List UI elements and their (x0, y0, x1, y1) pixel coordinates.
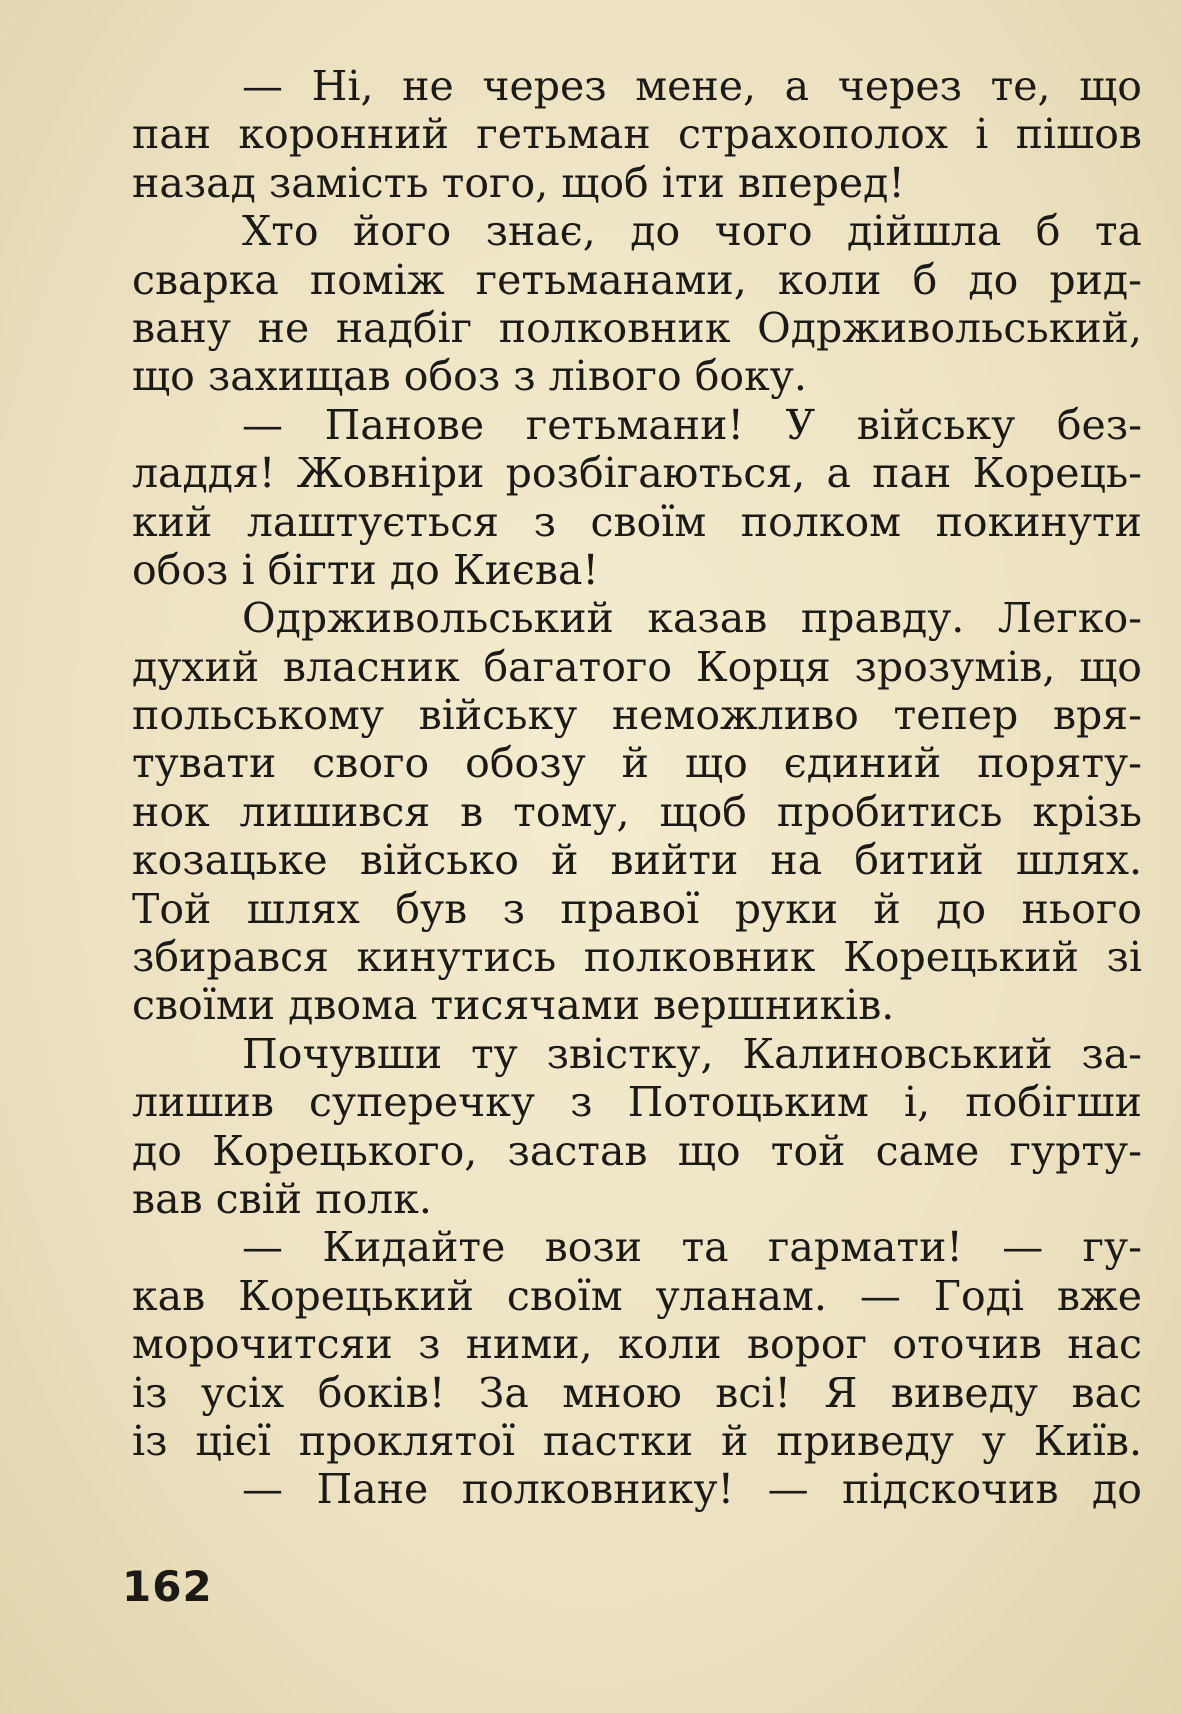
text-line: — Ні, не через мене, а через те, що (242, 62, 1142, 110)
text-line: Той шлях був з правої руки й до нього (132, 884, 1142, 933)
text-line: до Корецького, застав що той саме гурту- (132, 1126, 1142, 1175)
text-line: вав свій полк. (132, 1174, 432, 1223)
text-line: із цієї проклятої пастки й приведу у Київ. (132, 1416, 1142, 1465)
text-line: морочитсяи з ними, коли ворог оточив нас (132, 1320, 1142, 1369)
text-line: вану не надбіг полковник Одрживольський, (132, 303, 1142, 352)
text-line: збирався кинутись полковник Корецький зі (132, 933, 1142, 982)
text-line: духий власник багатого Корця зрозумів, що (132, 642, 1142, 691)
text-line: Почувши ту звістку, Калиновський за- (242, 1029, 1142, 1078)
text-line: своїми двома тисячами вершників. (132, 981, 895, 1030)
text-line: ладдя! Жовніри розбігаються, а пан Корець- (132, 449, 1142, 498)
page-number: 162 (122, 1562, 213, 1611)
text-line: польському війську неможливо тепер вря- (132, 691, 1142, 740)
text-line: сварка поміж гетьманами, коли б до рид- (132, 255, 1142, 304)
body-text (132, 62, 1142, 1514)
text-line: — Панове гетьмани! У війську без- (242, 400, 1142, 449)
text-line: — Пане полковнику! — підскочив до (242, 1465, 1142, 1514)
text-line: кий лаштується з своїм полком покинути (132, 497, 1142, 546)
text-line: Одрживольський казав правду. Легко- (242, 594, 1142, 643)
text-line: нок лишився в тому, щоб пробитись крізь (132, 787, 1142, 836)
text-line: — Кидайте вози та гармати! — гу- (242, 1223, 1142, 1272)
text-line: пан коронний гетьман страхополох і пішов (132, 110, 1142, 159)
text-line: що захищав обоз з лівого боку. (132, 352, 807, 401)
text-line: козацьке військо й вийти на битий шлях. (132, 836, 1142, 885)
text-line: лишив суперечку з Потоцьким і, побігши (132, 1078, 1142, 1127)
text-line: назад замість того, щоб іти вперед! (132, 158, 905, 207)
text-line: із усіх боків! За мною всі! Я виведу вас (132, 1368, 1142, 1417)
text-line: Хто його знає, до чого дійшла б та (242, 207, 1142, 256)
text-line: кав Корецький своїм уланам. — Годі вже (132, 1271, 1142, 1320)
text-line: обоз і бігти до Києва! (132, 545, 599, 594)
text-line: тувати свого обозу й що єдиний поряту- (132, 739, 1142, 788)
